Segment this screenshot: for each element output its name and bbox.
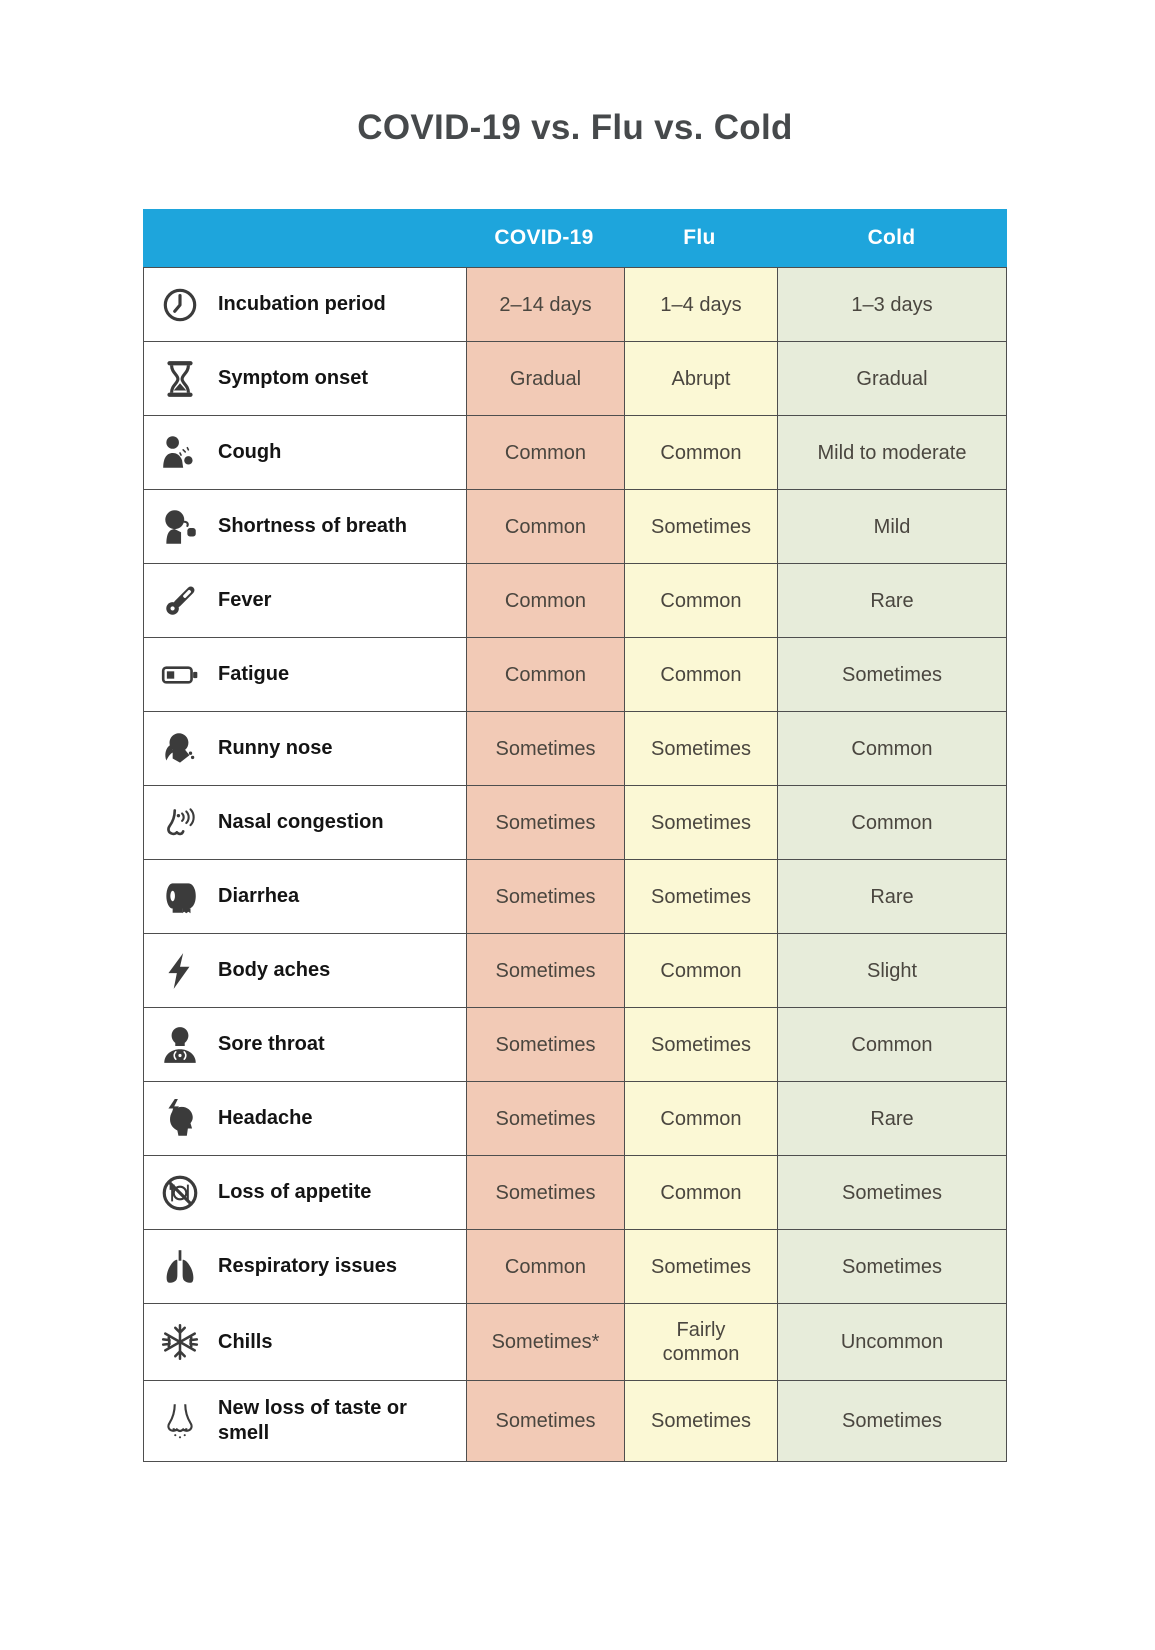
table-row bbox=[144, 415, 1006, 489]
flu-value-cell bbox=[624, 1156, 777, 1229]
cold-value-cell bbox=[777, 712, 1006, 785]
lightning-bolt-icon bbox=[158, 950, 202, 992]
flu-value-cell bbox=[624, 1230, 777, 1303]
covid-value-cell bbox=[466, 416, 624, 489]
row-label: Sore throat bbox=[218, 1033, 325, 1055]
row-label-cell bbox=[144, 268, 466, 341]
row-label-cell bbox=[144, 1008, 466, 1081]
cell-value: 1–4 days bbox=[660, 293, 742, 316]
cell-value: Common bbox=[851, 1033, 933, 1056]
nose-icon bbox=[158, 1400, 202, 1442]
cell-value: Common bbox=[660, 663, 742, 686]
cold-value-cell bbox=[777, 342, 1006, 415]
flu-value-cell bbox=[624, 268, 777, 341]
flu-value-cell bbox=[624, 934, 777, 1007]
row-label-cell bbox=[144, 490, 466, 563]
cell-value: Common bbox=[504, 1255, 587, 1278]
toilet-paper-icon bbox=[158, 876, 202, 918]
table-header-row bbox=[143, 209, 1007, 267]
cell-value: Sometimes bbox=[495, 1033, 596, 1056]
cell-value: 1–3 days bbox=[851, 293, 933, 316]
row-label: Runny nose bbox=[218, 737, 333, 759]
cold-value-cell bbox=[777, 564, 1006, 637]
cell-value: Common bbox=[851, 811, 933, 834]
flu-value-cell bbox=[624, 1381, 777, 1461]
row-label-cell bbox=[144, 638, 466, 711]
cell-value: Mild bbox=[873, 515, 911, 538]
header-cold: Cold bbox=[867, 226, 916, 249]
row-label: Fatigue bbox=[218, 663, 290, 685]
covid-value-cell bbox=[466, 1082, 624, 1155]
row-label-cell bbox=[144, 1156, 466, 1229]
cell-value: Rare bbox=[870, 1107, 914, 1130]
cell-value: Sometimes* bbox=[491, 1331, 600, 1353]
row-label-cell bbox=[144, 786, 466, 859]
flu-value-cell bbox=[624, 1082, 777, 1155]
row-label-cell bbox=[144, 934, 466, 1007]
table-row bbox=[144, 341, 1006, 415]
table-row bbox=[144, 1303, 1006, 1380]
clock-icon bbox=[158, 284, 202, 326]
cell-value: Sometimes bbox=[495, 811, 596, 834]
cell-value: Sometimes bbox=[495, 1410, 596, 1432]
table-body bbox=[143, 267, 1007, 1462]
cell-value: Sometimes bbox=[650, 737, 752, 760]
cell-value: Common bbox=[504, 441, 587, 464]
table-row bbox=[144, 933, 1006, 1007]
cold-value-cell bbox=[777, 1156, 1006, 1229]
table-row bbox=[144, 711, 1006, 785]
cell-value: Sometimes bbox=[495, 1107, 596, 1130]
cell-value: Common bbox=[504, 663, 587, 686]
cold-value-cell bbox=[777, 416, 1006, 489]
cell-value: Common bbox=[660, 589, 742, 612]
table-row bbox=[144, 1155, 1006, 1229]
cell-value: Common bbox=[660, 441, 742, 464]
row-label: Shortness of breath bbox=[218, 515, 407, 537]
cold-value-cell bbox=[777, 1230, 1006, 1303]
covid-value-cell bbox=[466, 564, 624, 637]
table-row bbox=[144, 785, 1006, 859]
cell-value: Sometimes bbox=[495, 1181, 596, 1204]
cell-value: Sometimes bbox=[650, 811, 752, 834]
cell-value: Sometimes bbox=[841, 663, 943, 686]
cell-value: Common bbox=[660, 1107, 742, 1130]
snowflake-icon bbox=[158, 1321, 202, 1363]
cold-value-cell bbox=[777, 860, 1006, 933]
cell-value: Sometimes bbox=[650, 885, 752, 908]
row-label-cell bbox=[144, 1381, 466, 1461]
cell-value: Sometimes bbox=[841, 1255, 943, 1278]
flu-value-cell bbox=[624, 416, 777, 489]
cell-value: Abrupt bbox=[671, 367, 731, 390]
row-label: Loss of appetite bbox=[218, 1181, 372, 1203]
row-label: Fever bbox=[218, 589, 272, 611]
no-appetite-icon bbox=[158, 1172, 202, 1214]
cell-value: Sometimes bbox=[495, 959, 596, 982]
cold-value-cell bbox=[777, 786, 1006, 859]
cell-value: Uncommon bbox=[840, 1331, 944, 1353]
table-row bbox=[144, 1380, 1006, 1461]
covid-value-cell bbox=[466, 1156, 624, 1229]
cold-value-cell bbox=[777, 1008, 1006, 1081]
flu-value-cell bbox=[624, 786, 777, 859]
cell-value: Sometimes bbox=[841, 1181, 943, 1204]
cold-value-cell bbox=[777, 638, 1006, 711]
table-row bbox=[144, 637, 1006, 711]
breath-icon bbox=[158, 506, 202, 548]
row-label-cell bbox=[144, 712, 466, 785]
covid-value-cell bbox=[466, 860, 624, 933]
cell-value: Sometimes bbox=[650, 1410, 752, 1432]
cell-value: Sometimes bbox=[650, 515, 752, 538]
flu-value-cell bbox=[624, 1304, 777, 1380]
row-label-cell bbox=[144, 564, 466, 637]
battery-low-icon bbox=[158, 654, 202, 696]
cough-icon bbox=[158, 432, 202, 474]
headache-icon bbox=[158, 1098, 202, 1140]
cold-value-cell bbox=[777, 268, 1006, 341]
cold-value-cell bbox=[777, 1304, 1006, 1380]
table-row bbox=[144, 1081, 1006, 1155]
cell-value: Sometimes bbox=[650, 1033, 752, 1056]
cell-value: Common bbox=[504, 515, 587, 538]
cold-value-cell bbox=[777, 1082, 1006, 1155]
covid-value-cell bbox=[466, 268, 624, 341]
row-label: New loss of taste or smell bbox=[218, 1397, 407, 1444]
header-covid19: COVID-19 bbox=[494, 226, 594, 249]
covid-value-cell bbox=[466, 490, 624, 563]
cell-value: Sometimes bbox=[841, 1410, 943, 1432]
table-row bbox=[144, 1007, 1006, 1081]
covid-value-cell bbox=[466, 934, 624, 1007]
hourglass-icon bbox=[158, 358, 202, 400]
flu-value-cell bbox=[624, 342, 777, 415]
runny-nose-icon bbox=[158, 728, 202, 770]
row-label-cell bbox=[144, 1304, 466, 1380]
comparison-table bbox=[143, 209, 1007, 1462]
lungs-icon bbox=[158, 1246, 202, 1288]
row-label: Incubation period bbox=[218, 293, 386, 315]
covid-value-cell bbox=[466, 1230, 624, 1303]
row-label: Respiratory issues bbox=[218, 1255, 397, 1277]
flu-value-cell bbox=[624, 638, 777, 711]
flu-value-cell bbox=[624, 860, 777, 933]
table-row bbox=[144, 489, 1006, 563]
flu-value-cell bbox=[624, 712, 777, 785]
cell-value: Rare bbox=[870, 589, 914, 612]
row-label: Headache bbox=[218, 1107, 313, 1129]
covid-value-cell bbox=[466, 1304, 624, 1380]
cell-value: Gradual bbox=[856, 367, 928, 390]
row-label: Cough bbox=[218, 441, 282, 463]
thermometer-icon bbox=[158, 580, 202, 622]
sore-throat-icon bbox=[158, 1024, 202, 1066]
table-row bbox=[144, 1229, 1006, 1303]
cell-value: Common bbox=[660, 1181, 742, 1204]
row-label-cell bbox=[144, 1082, 466, 1155]
covid-value-cell bbox=[466, 638, 624, 711]
row-label-cell bbox=[144, 1230, 466, 1303]
header-flu: Flu bbox=[683, 226, 716, 249]
cell-value: 2–14 days bbox=[499, 293, 592, 316]
table-row bbox=[144, 267, 1006, 341]
cell-value: Common bbox=[504, 589, 587, 612]
nasal-congestion-icon bbox=[158, 802, 202, 844]
row-label: Diarrhea bbox=[218, 885, 300, 907]
row-label: Nasal congestion bbox=[218, 811, 384, 833]
row-label-cell bbox=[144, 342, 466, 415]
cell-value: Gradual bbox=[509, 367, 582, 390]
cold-value-cell bbox=[777, 490, 1006, 563]
covid-value-cell bbox=[466, 1381, 624, 1461]
table-row bbox=[144, 563, 1006, 637]
cell-value: Rare bbox=[870, 885, 914, 908]
table-row bbox=[144, 859, 1006, 933]
row-label-cell bbox=[144, 860, 466, 933]
covid-value-cell bbox=[466, 786, 624, 859]
covid-value-cell bbox=[466, 712, 624, 785]
cell-value: Sometimes bbox=[495, 885, 596, 908]
flu-value-cell bbox=[624, 1008, 777, 1081]
page-title: COVID-19 vs. Flu vs. Cold bbox=[357, 108, 793, 147]
row-label: Body aches bbox=[218, 959, 331, 981]
cold-value-cell bbox=[777, 934, 1006, 1007]
cold-value-cell bbox=[777, 1381, 1006, 1461]
cell-value: Sometimes bbox=[650, 1255, 752, 1278]
row-label-cell bbox=[144, 416, 466, 489]
cell-value: Fairly common bbox=[662, 1319, 740, 1365]
flu-value-cell bbox=[624, 490, 777, 563]
row-label: Chills bbox=[218, 1330, 273, 1353]
covid-value-cell bbox=[466, 342, 624, 415]
covid-value-cell bbox=[466, 1008, 624, 1081]
cell-value: Sometimes bbox=[495, 737, 596, 760]
flu-value-cell bbox=[624, 564, 777, 637]
row-label: Symptom onset bbox=[218, 367, 369, 389]
cell-value: Mild to moderate bbox=[817, 441, 967, 464]
cell-value: Slight bbox=[866, 959, 918, 982]
cell-value: Common bbox=[660, 959, 742, 982]
cell-value: Common bbox=[851, 737, 933, 760]
